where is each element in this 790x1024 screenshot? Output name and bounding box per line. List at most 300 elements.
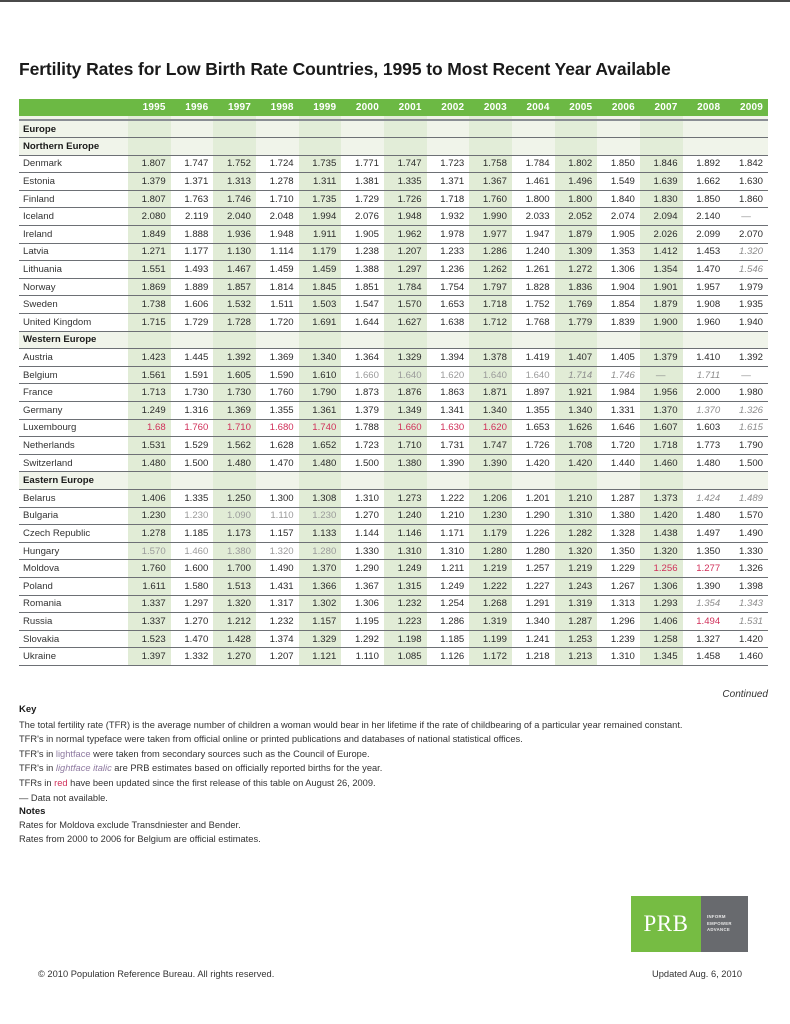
tfr-value-cell: 1.130 [213,243,256,261]
tfr-value-cell: 1.420 [512,454,555,472]
tagline-empower: EMPOWER [707,920,732,926]
tfr-value-cell: 1.897 [512,384,555,402]
tfr-value-cell: 1.511 [256,296,299,314]
tfr-value-cell: 1.397 [128,648,171,666]
region-row-europe [19,120,768,138]
tfr-value-cell: 1.380 [384,454,427,472]
tfr-value-cell: 1.715 [128,314,171,332]
tfr-value-cell: 1.723 [341,437,384,455]
country-name: Belarus [19,489,128,507]
tfr-value-cell: 1.726 [384,190,427,208]
tfr-value-cell: 1.871 [469,384,512,402]
country-name: Russia [19,613,128,631]
region-empty-cell [384,331,427,349]
tfr-value-cell: 1.249 [128,402,171,420]
tfr-value-cell: 1.198 [384,630,427,648]
tfr-value-cell: 1.286 [427,613,470,631]
header-year: 2003 [469,99,512,116]
tfr-value-cell: 1.490 [725,525,768,543]
tfr-value-cell: 1.531 [725,613,768,631]
tfr-value-cell: 1.790 [725,437,768,455]
tfr-value-cell: 1.905 [597,226,640,244]
header-year: 1998 [256,99,299,116]
tfr-value-cell: 1.760 [171,419,214,437]
table-row [19,349,768,367]
table-row [19,155,768,173]
tfr-value-cell: 1.960 [683,314,726,332]
tfr-value-cell: 1.293 [640,595,683,613]
tfr-value-cell: 1.936 [213,226,256,244]
tfr-value-cell: 1.420 [555,454,598,472]
tfr-value-cell: 1.921 [555,384,598,402]
tfr-value-cell: 1.978 [427,226,470,244]
tfr-value-cell: 1.431 [256,577,299,595]
tfr-value-cell: 1.729 [171,314,214,332]
tfr-value-cell: 1.863 [427,384,470,402]
tfr-value-cell: 1.842 [725,155,768,173]
tfr-value-cell: 1.620 [469,419,512,437]
tfr-value-cell: 1.340 [555,402,598,420]
region-empty-cell [213,331,256,349]
prb-logo-mark: PRB [631,896,701,952]
tfr-value-cell: 1.262 [469,261,512,279]
tfr-value-cell: 1.839 [597,314,640,332]
tfr-value-cell: 1.330 [725,542,768,560]
tfr-value-cell: 1.849 [128,226,171,244]
tfr-value-cell: 1.984 [597,384,640,402]
tfr-value-cell: 2.000 [683,384,726,402]
tfr-value-cell: 1.531 [128,437,171,455]
key-line-not-available: — Data not available. [19,792,108,803]
table-row [19,454,768,472]
tfr-value-cell: 1.610 [299,366,342,384]
tfr-value-cell: 1.355 [256,402,299,420]
header-year: 2002 [427,99,470,116]
tfr-value-cell: 1.620 [427,366,470,384]
tfr-value-cell: 1.268 [469,595,512,613]
tfr-value-cell: 1.653 [427,296,470,314]
tfr-value-cell: 1.640 [512,366,555,384]
tfr-value-cell: 1.320 [256,542,299,560]
tfr-value-cell: 1.500 [171,454,214,472]
region-empty-cell [469,120,512,138]
country-name: Hungary [19,542,128,560]
prb-logo [631,896,748,952]
tfr-value-cell: 1.760 [256,384,299,402]
tfr-value-cell: 1.904 [597,278,640,296]
tfr-value-cell: 1.349 [384,402,427,420]
country-name: Austria [19,349,128,367]
region-empty-cell [299,120,342,138]
tfr-value-cell: 1.250 [213,489,256,507]
country-name: Estonia [19,173,128,191]
notes-heading: Notes [19,806,46,817]
table-row [19,613,768,631]
country-name: Norway [19,278,128,296]
region-empty-cell [512,472,555,490]
tfr-value-cell: 1.212 [213,613,256,631]
region-empty-cell [725,331,768,349]
tfr-value-cell: 1.326 [725,402,768,420]
tfr-value-cell: 1.606 [171,296,214,314]
tfr-value-cell: 1.503 [299,296,342,314]
tfr-value-cell: 1.720 [597,437,640,455]
key-line-lightface-italic [19,761,683,776]
tfr-value-cell: 1.802 [555,155,598,173]
tfr-value-cell: 2.048 [256,208,299,226]
tfr-value-cell: 1.600 [171,560,214,578]
tfr-value-cell: 1.315 [384,577,427,595]
tfr-value-cell: 1.876 [384,384,427,402]
tfr-value-cell: 1.738 [128,296,171,314]
tfr-value-cell: 1.320 [555,542,598,560]
tfr-value-cell: 1.561 [128,366,171,384]
tfr-value-cell: 1.126 [427,648,470,666]
tfr-value-cell: 1.310 [555,507,598,525]
tfr-value-cell: 1.467 [213,261,256,279]
tfr-value-cell: 1.807 [128,155,171,173]
region-empty-cell [597,472,640,490]
header-year: 1999 [299,99,342,116]
tfr-value-cell: 1.547 [341,296,384,314]
region-empty-cell [384,472,427,490]
key-line-normal: TFR's in normal typeface were taken from official online or printed publications and databases of national statistical offices. [19,734,523,745]
tfr-value-cell: 1.292 [341,630,384,648]
notes-section [19,805,261,846]
tfr-value-cell: 1.310 [341,489,384,507]
table-body [19,116,768,665]
tfr-value-cell: 1.390 [427,454,470,472]
tfr-value-cell: 1.326 [725,560,768,578]
region-empty-cell [341,331,384,349]
tfr-value-cell: 1.249 [384,560,427,578]
tfr-value-cell: 1.340 [469,402,512,420]
tfr-value-cell: 1.388 [341,261,384,279]
tfr-value-cell: 1.179 [299,243,342,261]
header-year: 2004 [512,99,555,116]
tfr-value-cell: 1.800 [555,190,598,208]
tfr-value-cell: 1.570 [384,296,427,314]
tfr-value-cell: 1.754 [427,278,470,296]
tfr-value-cell: 1.480 [213,454,256,472]
tfr-value-cell: 1.406 [128,489,171,507]
tfr-value-cell: 1.718 [640,437,683,455]
tfr-value-cell: 1.306 [341,595,384,613]
tfr-value-cell: 1.313 [597,595,640,613]
tfr-value-cell: 1.494 [683,613,726,631]
tfr-value-cell: 1.206 [469,489,512,507]
region-empty-cell [555,472,598,490]
fertility-table [19,99,768,666]
tfr-value-cell: 1.979 [725,278,768,296]
tfr-value-cell: 1.320 [725,243,768,261]
tfr-value-cell: 1.459 [299,261,342,279]
tfr-value-cell: 1.480 [299,454,342,472]
tfr-value-cell: 1.121 [299,648,342,666]
key-section [19,703,683,805]
tfr-value-cell: 1.313 [213,173,256,191]
region-empty-cell [256,138,299,156]
tfr-value-cell: 1.227 [512,577,555,595]
table-row [19,419,768,437]
table-row [19,542,768,560]
region-label: Europe [19,120,128,138]
tfr-value-cell: 1.350 [597,542,640,560]
table-row [19,648,768,666]
tfr-value-cell: 1.758 [469,155,512,173]
country-name: Slovakia [19,630,128,648]
tfr-value-cell: 1.731 [427,437,470,455]
tfr-value-cell: 1.845 [299,278,342,296]
tfr-value-cell: 1.230 [299,507,342,525]
region-empty-cell [213,120,256,138]
key-lightface-sample: lightface [55,748,91,759]
tfr-value-cell: 1.297 [171,595,214,613]
tfr-value-cell: 1.814 [256,278,299,296]
tfr-value-cell: 1.746 [597,366,640,384]
tfr-value-cell: 1.317 [256,595,299,613]
tfr-value-cell: 1.662 [683,173,726,191]
tfr-value-cell: 1.628 [256,437,299,455]
region-empty-cell [597,331,640,349]
tfr-value-cell: 1.708 [555,437,598,455]
tfr-value-cell: 1.423 [128,349,171,367]
tfr-value-cell: 1.691 [299,314,342,332]
tfr-value-cell: 1.185 [427,630,470,648]
tfr-value-cell: 1.513 [213,577,256,595]
tfr-value-cell: 1.394 [427,349,470,367]
country-name: Ukraine [19,648,128,666]
key-text: TFRs in [19,777,55,788]
tfr-value-cell: 1.329 [384,349,427,367]
tfr-value-cell: 1.361 [299,402,342,420]
note-belgium: Rates from 2000 to 2006 for Belgium are official estimates. [19,833,261,844]
tfr-value-cell: 1.241 [512,630,555,648]
header-year: 2005 [555,99,598,116]
region-empty-cell [640,120,683,138]
tfr-value-cell: 1.977 [469,226,512,244]
tfr-value-cell: 1.185 [171,525,214,543]
tfr-value-cell: 1.713 [128,384,171,402]
tfr-value-cell: 1.410 [683,349,726,367]
tfr-value-cell: 1.354 [640,261,683,279]
tfr-value-cell: 1.994 [299,208,342,226]
tfr-value-cell: 1.726 [512,437,555,455]
tfr-value-cell: 1.256 [640,560,683,578]
subregion-row [19,472,768,490]
region-empty-cell [299,138,342,156]
region-empty-cell [469,472,512,490]
tfr-value-cell: 1.110 [341,648,384,666]
tfr-value-cell: 1.370 [640,402,683,420]
tfr-value-cell: 1.562 [213,437,256,455]
region-empty-cell [256,120,299,138]
copyright-text: © 2010 Population Reference Bureau. All rights reserved. [38,969,275,979]
country-name: Germany [19,402,128,420]
region-empty-cell [256,331,299,349]
tfr-value-cell: 1.857 [213,278,256,296]
header-year: 2000 [341,99,384,116]
region-empty-cell [725,120,768,138]
tfr-value-cell: 1.956 [640,384,683,402]
continued-label: Continued [722,689,768,700]
table-row [19,560,768,578]
tfr-value-cell: 1.271 [128,243,171,261]
table-row [19,173,768,191]
tfr-value-cell: 1.219 [469,560,512,578]
tfr-value-cell: 1.932 [427,208,470,226]
tfr-value-cell: 1.957 [683,278,726,296]
tfr-value-cell: 1.222 [469,577,512,595]
tfr-value-cell: 1.398 [725,577,768,595]
tfr-value-cell: 1.327 [683,630,726,648]
tfr-value-cell: 1.207 [256,648,299,666]
tfr-value-cell: 1.337 [128,613,171,631]
tfr-value-cell: 1.407 [555,349,598,367]
tfr-value-cell: 1.201 [512,489,555,507]
tfr-value-cell: 1.746 [213,190,256,208]
key-italic-sample: lightface italic [55,763,112,774]
tfr-value-cell: 1.480 [683,507,726,525]
tfr-value-cell: 1.144 [341,525,384,543]
tfr-value-cell: 1.390 [469,454,512,472]
country-name: Bulgaria [19,507,128,525]
tfr-value-cell: 1.850 [597,155,640,173]
tfr-value-cell: 1.723 [427,155,470,173]
region-label: Western Europe [19,331,128,349]
tfr-value-cell: 1.230 [128,507,171,525]
tfr-value-cell: 1.157 [256,525,299,543]
tfr-value-cell: 1.611 [128,577,171,595]
tfr-value-cell: 1.405 [597,349,640,367]
tfr-value-cell: 1.718 [427,190,470,208]
tfr-value-cell: 1.341 [427,402,470,420]
tfr-value-cell: 1.173 [213,525,256,543]
header-year: 2009 [725,99,768,116]
tfr-value-cell: 2.119 [171,208,214,226]
tfr-value-cell: 1.948 [384,208,427,226]
tfr-value-cell: 1.640 [469,366,512,384]
tfr-value-cell: 1.460 [640,454,683,472]
tfr-value-cell: 1.500 [725,454,768,472]
tfr-value-cell: 1.438 [640,525,683,543]
tfr-value-cell: 1.940 [725,314,768,332]
region-label: Eastern Europe [19,472,128,490]
tfr-value-cell: 2.033 [512,208,555,226]
tfr-value-cell: 1.366 [299,577,342,595]
tfr-value-cell: 1.445 [171,349,214,367]
header-year: 1997 [213,99,256,116]
country-name: Czech Republic [19,525,128,543]
table-row [19,402,768,420]
tfr-value-cell: 1.210 [555,489,598,507]
tfr-value-cell: 1.211 [427,560,470,578]
tfr-value-cell: 1.639 [640,173,683,191]
tfr-value-cell: 1.747 [384,155,427,173]
tfr-value-cell: 1.529 [171,437,214,455]
region-empty-cell [341,138,384,156]
tfr-value-cell: 1.873 [341,384,384,402]
country-name: Luxembourg [19,419,128,437]
tfr-value-cell: 1.233 [427,243,470,261]
region-empty-cell [128,138,171,156]
tfr-value-cell: 1.310 [427,542,470,560]
region-empty-cell [640,138,683,156]
tfr-value-cell: 1.68 [128,419,171,437]
tfr-value-cell: 1.370 [683,402,726,420]
tfr-value-cell: 1.369 [213,402,256,420]
tfr-value-cell: 1.740 [299,419,342,437]
tfr-value-cell: 1.392 [213,349,256,367]
tfr-value-cell: 2.052 [555,208,598,226]
table-row [19,190,768,208]
tfr-value-cell: 1.219 [555,560,598,578]
tfr-value-cell: 1.836 [555,278,598,296]
tfr-value-cell: 1.371 [171,173,214,191]
tfr-value-cell: 1.935 [725,296,768,314]
key-line-red [19,776,683,791]
tfr-value-cell: 1.911 [299,226,342,244]
tfr-value-cell: 1.335 [384,173,427,191]
key-text: were taken from secondary sources such as the Council of Europe. [90,748,370,759]
tfr-value-cell: 1.888 [171,226,214,244]
tfr-value-cell: 1.784 [384,278,427,296]
tfr-value-cell: 1.879 [640,296,683,314]
table-header-row [19,99,768,116]
tfr-value-cell: 1.470 [683,261,726,279]
tfr-value-cell: 1.638 [427,314,470,332]
tfr-value-cell: 1.493 [171,261,214,279]
region-empty-cell [384,138,427,156]
tfr-value-cell: 1.800 [512,190,555,208]
tfr-value-cell: 1.222 [427,489,470,507]
table-row [19,507,768,525]
tfr-value-cell: 1.497 [683,525,726,543]
table-row [19,226,768,244]
tfr-value-cell: 1.380 [597,507,640,525]
tfr-value-cell: 1.328 [597,525,640,543]
region-empty-cell [128,120,171,138]
tfr-value-cell: 1.316 [171,402,214,420]
country-name: France [19,384,128,402]
region-empty-cell [512,138,555,156]
tfr-value-cell: 1.282 [555,525,598,543]
region-empty-cell [469,138,512,156]
tfr-value-cell: 1.090 [213,507,256,525]
tfr-value-cell: 1.626 [555,419,598,437]
tfr-value-cell: 1.329 [299,630,342,648]
tfr-value-cell: 1.379 [128,173,171,191]
tfr-value-cell: 1.277 [683,560,726,578]
key-text: TFR's in [19,763,56,774]
region-empty-cell [171,120,214,138]
table-row [19,366,768,384]
table-row [19,437,768,455]
tfr-value-cell: 1.735 [299,155,342,173]
tfr-value-cell: 1.290 [512,507,555,525]
tfr-value-cell: 1.771 [341,155,384,173]
tfr-value-cell: 1.340 [299,349,342,367]
tfr-value-cell: 1.646 [597,419,640,437]
tfr-value-cell: 1.157 [299,613,342,631]
table-row [19,278,768,296]
header-year: 2001 [384,99,427,116]
tfr-value-cell: 1.110 [256,507,299,525]
tfr-value-cell: 1.747 [469,437,512,455]
tfr-value-cell: 1.735 [299,190,342,208]
region-empty-cell [128,472,171,490]
country-name: Moldova [19,560,128,578]
